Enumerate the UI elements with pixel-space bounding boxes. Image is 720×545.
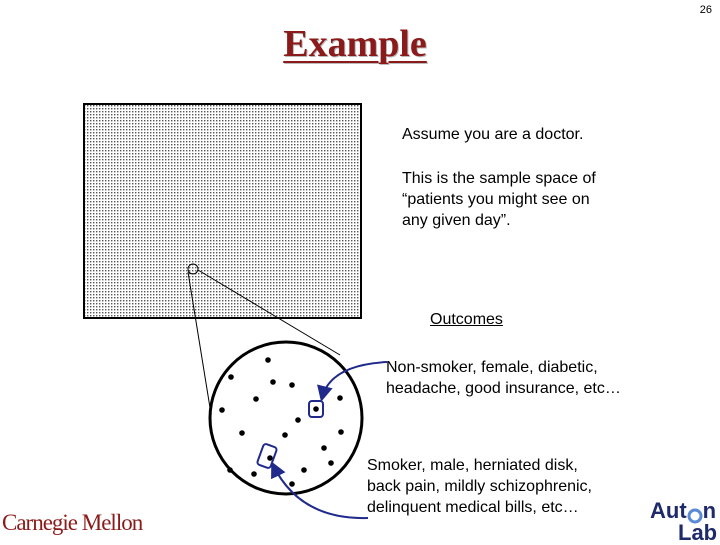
slide-number: 26	[699, 4, 712, 16]
outcome-dot	[253, 396, 259, 402]
outcome-dot	[282, 432, 288, 438]
outcome-dot	[321, 445, 327, 451]
nonsmoker-text-1: Non-smoker, female, diabetic,	[386, 359, 598, 376]
auton-logo-text-2: Lab	[678, 520, 718, 545]
smoker-text-1: Smoker, male, herniated disk,	[367, 457, 578, 474]
slide-title: Example	[283, 23, 427, 65]
outcome-dot	[313, 406, 319, 412]
outcome-dot	[338, 429, 344, 435]
sample-space-box	[84, 104, 361, 318]
outcome-dot	[337, 395, 343, 401]
outcome-dot	[295, 417, 301, 423]
outcome-dot	[251, 471, 257, 477]
nonsmoker-text-2: headache, good insurance, etc…	[386, 380, 621, 397]
outcome-dot	[227, 467, 233, 473]
outcome-dot	[301, 467, 307, 473]
outcome-dot	[270, 379, 276, 385]
smoker-text-3: delinquent medical bills, etc…	[367, 499, 579, 516]
outcome-dot	[219, 407, 225, 413]
outcome-dot	[289, 481, 295, 487]
sample-space-text-1: This is the sample space of	[402, 170, 596, 187]
sample-space-text-2: “patients you might see on	[402, 191, 590, 208]
outcomes-label: Outcomes	[430, 311, 503, 328]
outcome-dot	[228, 374, 234, 380]
doctor-text: Assume you are a doctor.	[402, 126, 584, 143]
outcome-dot	[239, 430, 245, 436]
auton-logo-text-1: Aut	[650, 498, 687, 523]
outcome-dot	[328, 460, 334, 466]
outcomes-circle	[210, 342, 362, 494]
smoker-text-2: back pain, mildly schizophrenic,	[367, 478, 592, 495]
outcome-dot	[289, 382, 295, 388]
auton-logo-text-1b: n	[702, 498, 717, 523]
outcome-dot	[265, 357, 271, 363]
cmu-logo: Carnegie Mellon	[2, 510, 143, 535]
auton-lab-logo	[650, 500, 720, 544]
sample-space-text-3: any given day”.	[402, 212, 511, 229]
